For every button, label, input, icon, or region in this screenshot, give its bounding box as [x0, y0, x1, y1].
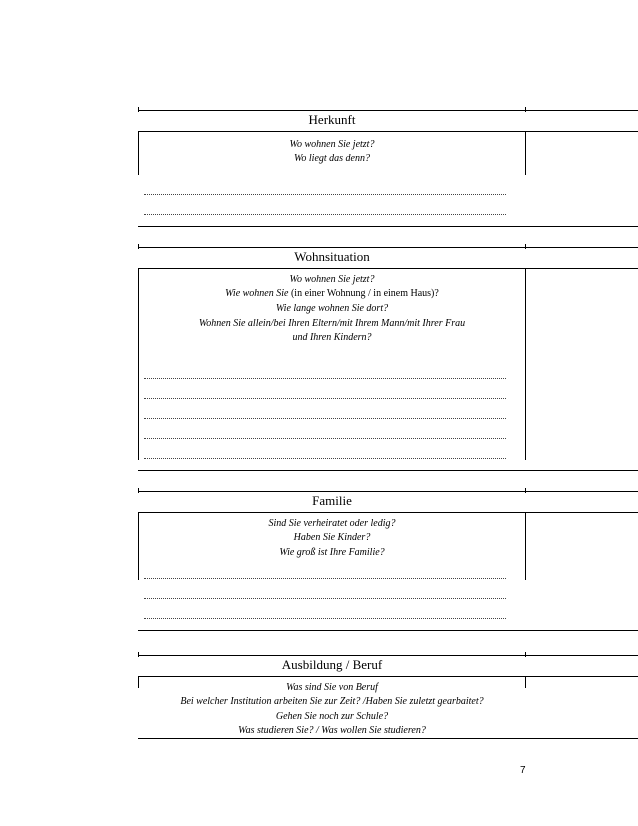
section-header: [138, 110, 638, 133]
question: [138, 287, 526, 302]
question: Bei welcher Institution arbeiten Sie zur Zeit? /Haben Sie zuletzt gearbaitet?: [180, 696, 484, 707]
question: Wohnen Sie allein/bei Ihren Eltern/mit Ihrem Mann/mit Ihrer Frau: [198, 318, 466, 329]
section-title: Familie: [312, 493, 352, 508]
answer-line: [144, 438, 506, 440]
answer-line: [144, 214, 506, 216]
question: Wie lange wohnen Sie dort?: [275, 303, 389, 314]
section-familie: [138, 491, 638, 654]
section-title: Herkunft: [308, 112, 356, 127]
question-part: (in einer Wohnung / in einem Haus)?: [290, 288, 439, 299]
answer-line: [144, 598, 506, 600]
answer-line: [144, 578, 506, 580]
question-part: Wie wohnen Sie: [225, 288, 289, 299]
question: Wie groß ist Ihre Familie?: [279, 547, 385, 558]
question: Wo liegt das denn?: [293, 153, 370, 164]
section-title: Ausbildung / Beruf: [281, 657, 383, 672]
section-header: [138, 491, 638, 514]
section-header: [138, 655, 638, 678]
answer-line: [144, 458, 506, 460]
answer-line: [144, 418, 506, 420]
answer-line: [144, 194, 506, 196]
page-number: 7: [520, 765, 526, 776]
question: und Ihren Kindern?: [292, 332, 372, 343]
section-header: [138, 247, 638, 270]
section-title: Wohnsituation: [294, 249, 370, 264]
question: Was studieren Sie? / Was wollen Sie studieren?: [238, 725, 426, 736]
question: Wo wohnen Sie jetzt?: [289, 139, 375, 150]
question: Was sind Sie von Beruf: [286, 682, 378, 693]
section-ausbildung-beruf: [138, 655, 638, 748]
answer-line: [144, 378, 506, 380]
answer-line: [144, 398, 506, 400]
section-wohnsituation: [138, 247, 638, 480]
question: Sind Sie verheiratet oder ledig?: [268, 518, 396, 529]
question: Wo wohnen Sie jetzt?: [289, 274, 375, 285]
question: Gehen Sie noch zur Schule?: [275, 711, 389, 722]
question: Haben Sie Kinder?: [293, 532, 371, 543]
section-herkunft: [138, 110, 638, 251]
answer-line: [144, 618, 506, 620]
